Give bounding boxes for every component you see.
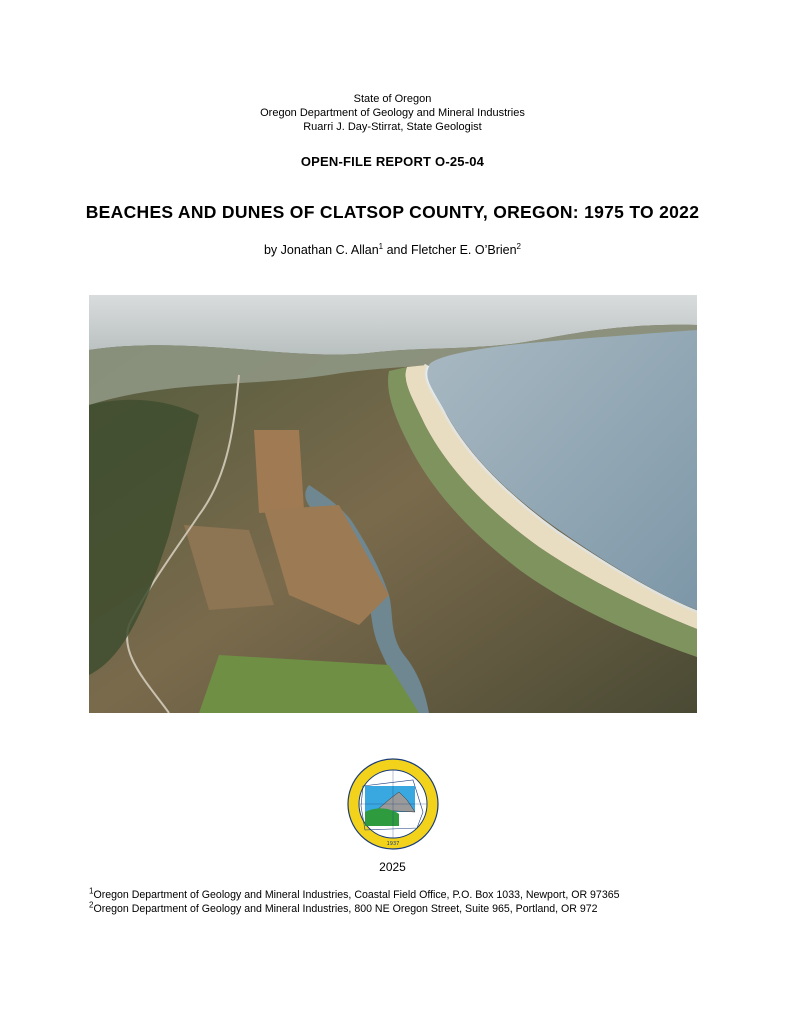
author-1: Jonathan C. Allan [280,243,379,257]
footnote-2-mark: 2 [89,900,94,910]
author-2-mark: 2 [516,241,521,251]
seal-year: 1937 [386,841,400,847]
state-name: State of Oregon [353,93,432,105]
author-line [0,243,785,257]
report-number: OPEN-FILE REPORT O-25-04 [300,154,485,169]
author-conjunction: and [386,243,408,257]
author-1-mark: 1 [378,241,384,251]
footnote-2 [89,902,598,916]
cover-photo [89,295,697,713]
aerial-coastline-image [89,295,697,713]
report-title: BEACHES AND DUNES OF CLATSOP COUNTY, OREGON: 1975 TO 2022 [85,202,700,222]
footnote-2-text: Oregon Department of Geology and Mineral Industries, 800 NE Oregon Street, Suite 965, Portland, OR 972 [93,903,598,915]
state-geologist: Ruarri J. Day-Stirrat, State Geologist [303,121,482,133]
department-name: Oregon Department of Geology and Mineral Industries [260,107,525,119]
footnote-1-mark: 1 [89,886,94,896]
publication-year: 2025 [379,860,406,874]
footnote-1-text: Oregon Department of Geology and Mineral Industries, Coastal Field Office, P.O. Box 1033, Newport, OR 97365 [93,889,620,901]
author-prefix: by [263,243,278,257]
author-2: Fletcher E. O’Brien [410,243,517,257]
agency-block [0,92,785,134]
dogami-seal [347,758,439,850]
footnote-1 [89,888,620,902]
